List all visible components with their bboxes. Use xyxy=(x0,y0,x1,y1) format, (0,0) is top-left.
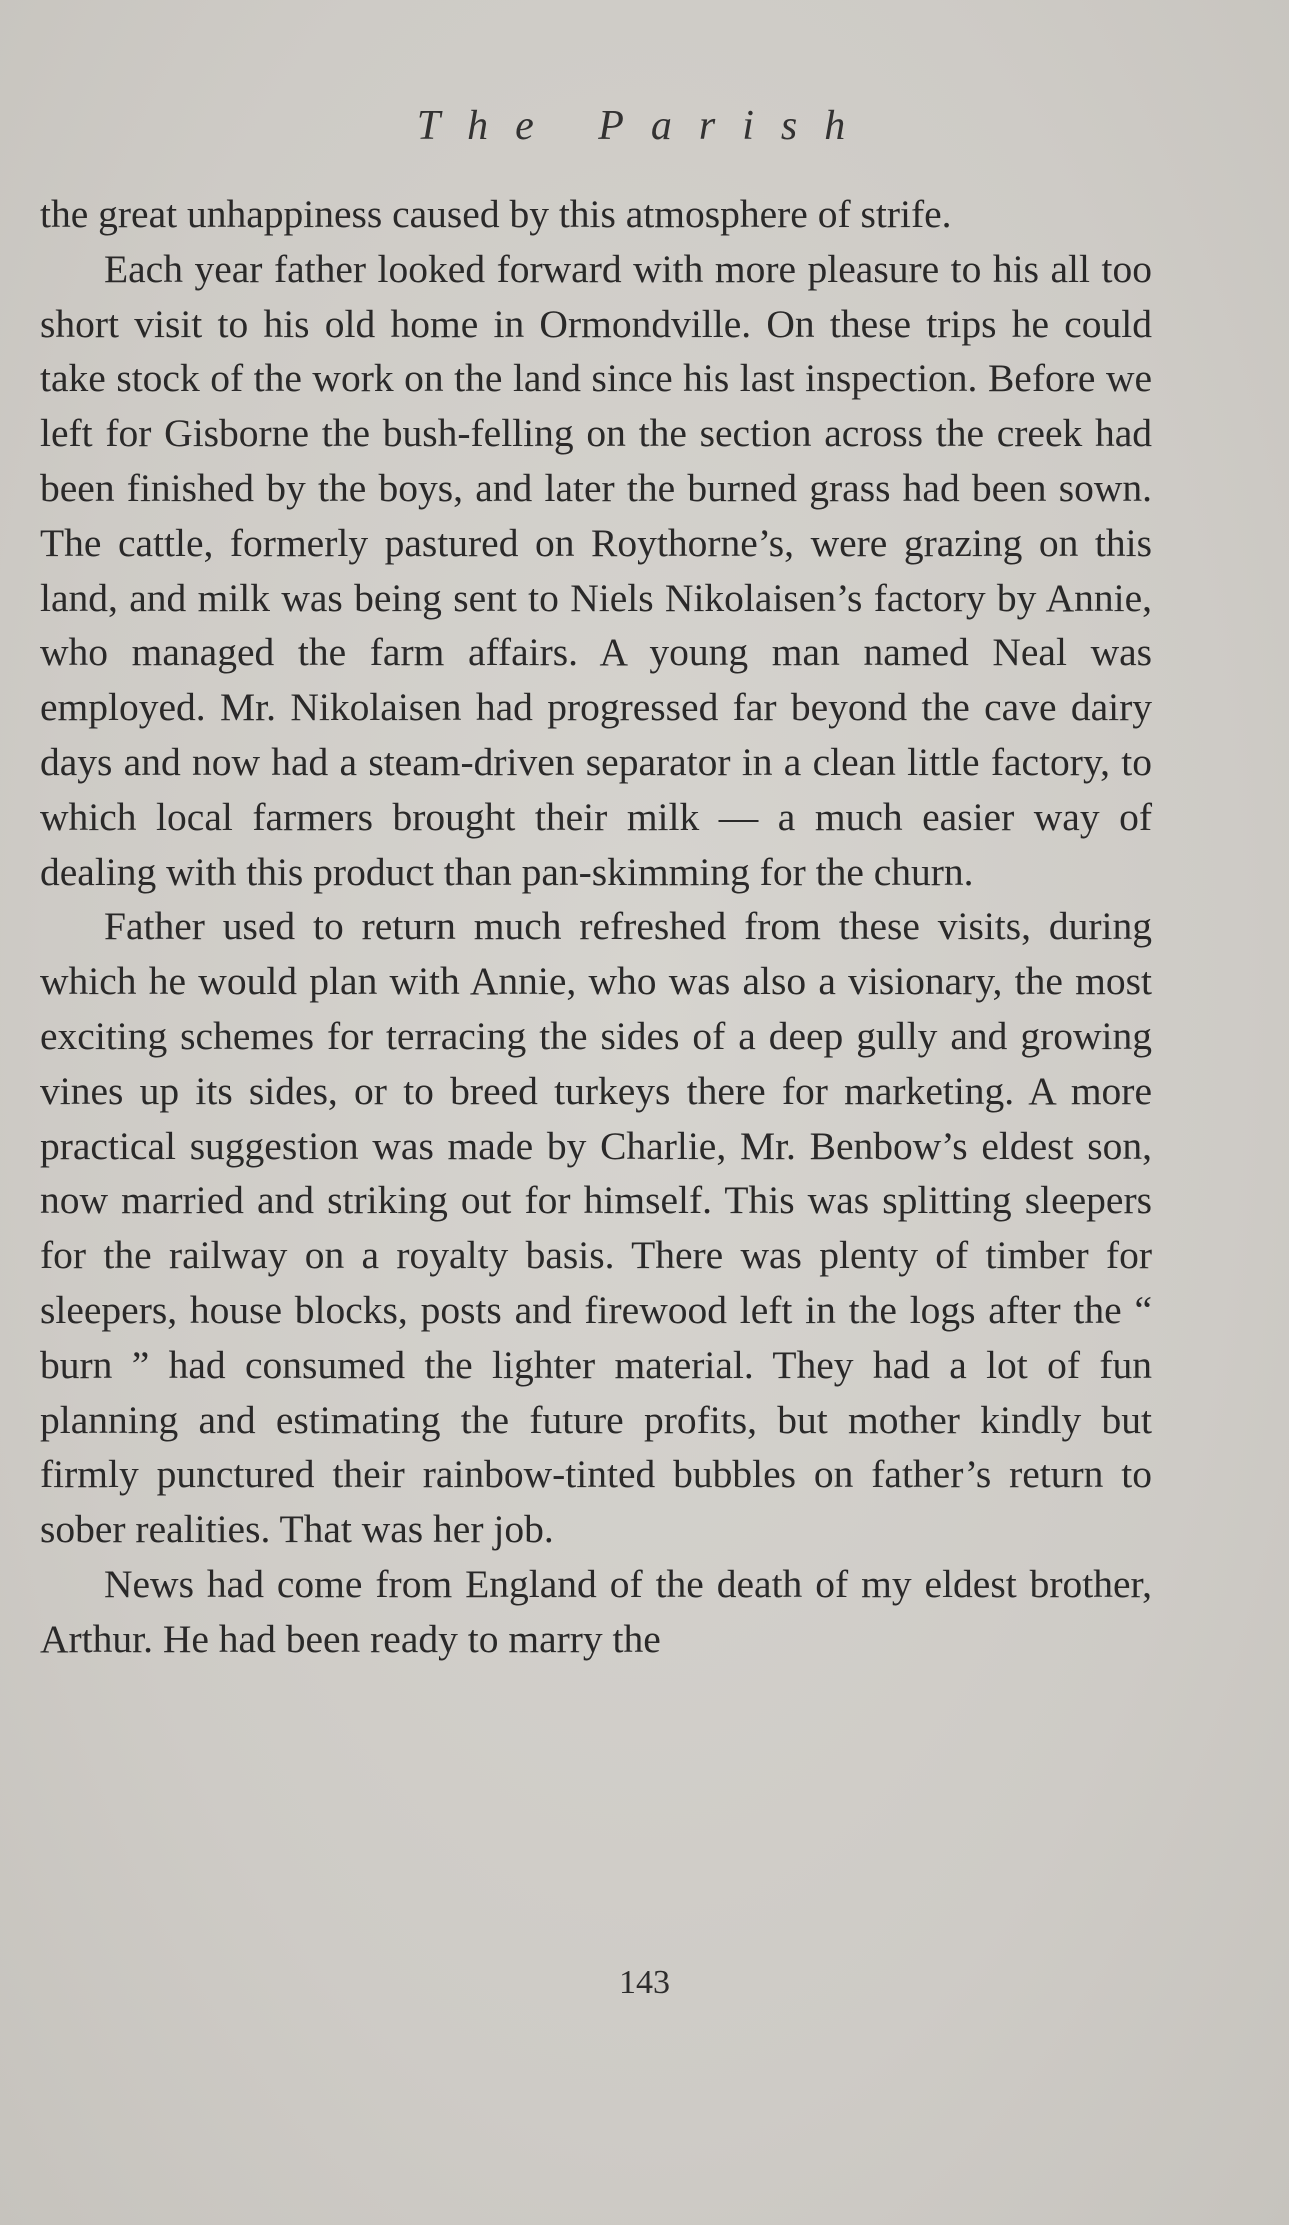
paragraph: Father used to return much refreshed from these visits, during which he would plan with Annie, who was also a visionary, the most exciting schemes for terracing the sides of a deep gully and growing vines up its sides, or to breed turkeys there for marketing. A more practical suggestion was made by Charlie, Mr. Benbow’s eldest son, now married and striking out for himself. This was splitting sleepers for the railway on a royalty basis. There was plenty of timber for sleepers, house blocks, posts and firewood left in the logs after the “ burn ” had consumed the lighter material. They had a lot of fun planning and estimating the future profits, but mother kindly but firmly punctured their rainbow-tinted bubbles on father’s return to sober realities. That was her job. xyxy=(40,904,1152,1552)
paragraph: News had come from England of the death of my eldest brother, Arthur. He had been ready to marry the xyxy=(40,1561,1152,1661)
body-text xyxy=(40,187,1152,1667)
page-number: 143 xyxy=(619,1964,670,2001)
paragraph-continued: the great unhappiness caused by this atmosphere of strife. xyxy=(40,192,952,236)
paragraph: Each year father looked forward with more pleasure to his all too short visit to his old home in Ormondville. On these trips he could take stock of the work on the land since his last inspection. Before we left for Gisborne the bush-felling on the section across the creek had been finished by the boys, and later the burned grass had been sown. The cattle, formerly pastured on Roythorne’s, were grazing on this land, and milk was being sent to Niels Nikolaisen’s factory by Annie, who managed the farm affairs. A young man named Neal was employed. Mr. Nikolaisen had progressed far beyond the cave dairy days and now had a steam-driven separator in a clean little factory, to which local farmers brought their milk — a much easier way of dealing with this product than pan-skimming for the churn. xyxy=(40,246,1152,894)
running-head: The Parish xyxy=(416,103,873,149)
